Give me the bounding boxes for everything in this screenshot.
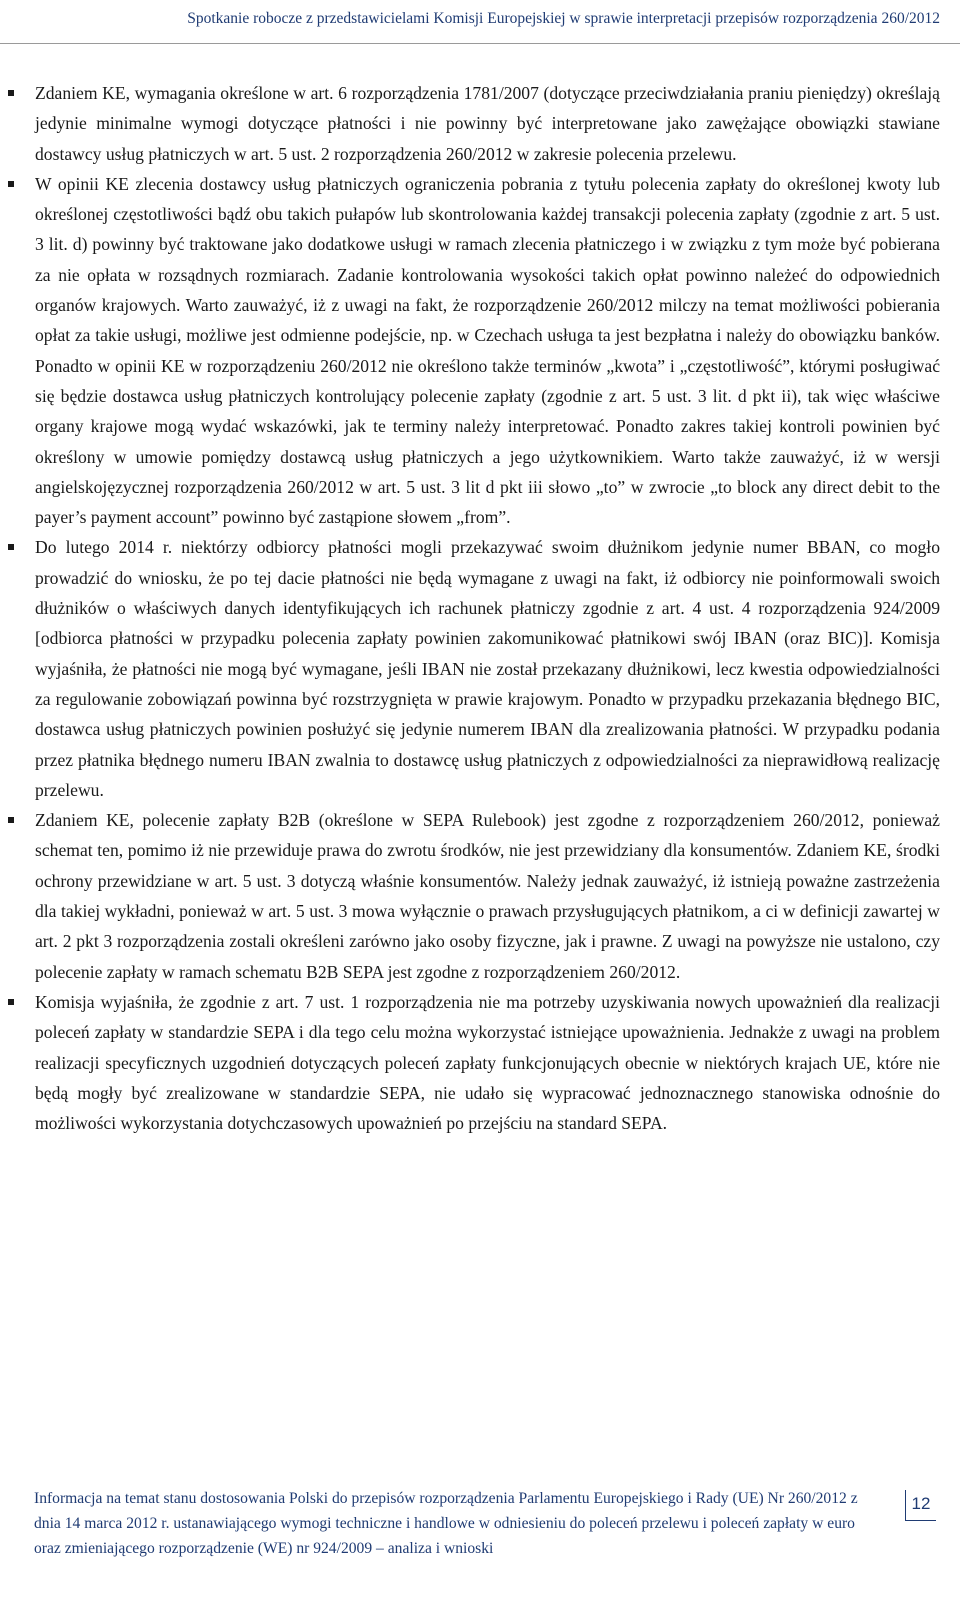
bullet-text: Zdaniem KE, wymagania określone w art. 6 rozporządzenia 1781/2007 (dotyczące przeciwdziałania praniu pieniędzy) określają jedynie minimalne wymogi dotyczące płatności i nie powinny być interpretowane jako zawężające obowiązki stawiane dostawcy usług płatniczych w art. 5 ust. 2 rozporządzenia 260/2012 w zakresie polecenia przelewu.: [35, 83, 940, 164]
bullet-item: [8, 78, 940, 169]
square-bullet-icon: [8, 90, 14, 96]
bullet-text: Do lutego 2014 r. niektórzy odbiorcy płatności mogli przekazywać swoim dłużnikom jedynie numer BBAN, co mogło prowadzić do wniosku, że po tej dacie płatności nie będą wymagane z uwagi na fakt, iż odbiorcy nie poinformowali swoich dłużników o właściwych danych identyfikujących ich rachunek płatniczy zgodnie z art. 4 ust. 4 rozporządzenia 924/2009 [odbiorca płatności w przypadku polecenia zapłaty powinien zakomunikować płatnikowi swój IBAN (oraz BIC)]. Komisja wyjaśniła, że płatności nie mogą być wymagane, jeśli IBAN nie został przekazany dłużnikowi, lecz kwestia odpowiedzialności za regulowanie zobowiązań powinna być rozstrzygnięta w prawie krajowym. Ponadto w przypadku przekazania błędnego BIC, dostawca usług płatniczych powinien posłużyć się jedynie numerem IBAN dla zrealizowania płatności. W przypadku podania przez płatnika błędnego numeru IBAN zwalnia to dostawcę usług płatniczych z odpowiedzialności za nieprawidłową realizację przelewu.: [35, 537, 940, 800]
square-bullet-icon: [8, 544, 14, 550]
square-bullet-icon: [8, 999, 14, 1005]
bullet-item: [8, 532, 940, 805]
bullet-item: [8, 169, 940, 533]
page-number: 12: [905, 1490, 936, 1521]
bullet-text: Komisja wyjaśniła, że zgodnie z art. 7 ust. 1 rozporządzenia nie ma potrzeby uzyskiwania nowych upoważnień dla realizacji poleceń zapłaty w standardzie SEPA i dla tego celu można wykorzystać istniejące upoważnienia. Jednakże z uwagi na problem realizacji specyficznych uzgodnień dotyczących poleceń zapłaty funkcjonujących obecnie w niektórych krajach UE, które nie będą mogły być zrealizowane w standardzie SEPA, nie udało się wypracować jednoznacznego stanowiska odnośnie do możliwości wykorzystania dotychczasowych upoważnień po przejściu na standard SEPA.: [35, 991, 940, 1134]
bullet-item: [8, 805, 940, 987]
header-title: Spotkanie robocze z przedstawicielami Komisji Europejskiej w sprawie interpretacji przepisów rozporządzenia 260/2012: [187, 10, 940, 27]
bullet-text: W opinii KE zlecenia dostawcy usług płatniczych ograniczenia pobrania z tytułu polecenia zapłaty do określonej kwoty lub określonej częstotliwości bądź obu takich pułapów lub skontrolowania każdej transakcji polecenia zapłaty (zgodnie z art. 5 ust. 3 lit. d) powinny być traktowane jako dodatkowe usługi w ramach zlecenia płatniczego i w związku z tym może być pobierana za nie opłata w rozsądnych rozmiarach. Zadanie kontrolowania wysokości takich opłat powinno należeć do odpowiednich organów krajowych. Warto zauważyć, iż z uwagi na fakt, że rozporządzenie 260/2012 milczy na temat możliwości pobierania opłat za takie usługi, możliwe jest odmienne podejście, np. w Czechach usługa ta jest bezpłatna i należy do obowiązku banków. Ponadto w opinii KE w rozporządzeniu 260/2012 nie określono także terminów „kwota” i „częstotliwość”, którymi posługiwać się będzie dostawca usług płatniczych kontrolujący polecenie zapłaty (zgodnie z art. 5 ust. 3 lit. d pkt ii), tak więc właściwe organy krajowe mogą wydać wskazówki, jak te terminy należy interpretować. Ponadto zakres takiej kontroli powinien być określony w umowie pomiędzy dostawcą usług płatniczych a jego użytkownikiem. Warto także zauważyć, iż w wersji angielskojęzycznej rozporządzenia 260/2012 w art. 5 ust. 3 lit d pkt iii słowo „to” w zwrocie „to block any direct debit to the payer’s payment account” powinno być zastąpione słowem „from”.: [35, 173, 940, 528]
page-header: [0, 0, 960, 44]
document-body: [8, 78, 940, 1138]
bullet-text: Zdaniem KE, polecenie zapłaty B2B (określone w SEPA Rulebook) jest zgodne z rozporządzeniem 260/2012, ponieważ schemat ten, pomimo iż nie przewiduje prawa do zwrotu środków, nie jest przewidziany dla konsumentów. Zdaniem KE, środki ochrony przewidziane w art. 5 ust. 3 dotyczą właśnie konsumentów. Należy jednak zauważyć, iż istnieją poważne zastrzeżenia dla takiej wykładni, ponieważ w art. 5 ust. 3 mowa wyłącznie o prawach przysługujących płatnikom, a ci w definicji zawartej w art. 2 pkt 3 rozporządzenia zostali określeni zarówno jako osoby fizyczne, jak i prawne. Z uwagi na powyższe nie ustalono, czy polecenie zapłaty w ramach schematu B2B SEPA jest zgodne z rozporządzeniem 260/2012.: [35, 810, 940, 982]
bullet-item: [8, 987, 940, 1138]
square-bullet-icon: [8, 817, 14, 823]
square-bullet-icon: [8, 181, 14, 187]
page-footer: Informacja na temat stanu dostosowania Polski do przepisów rozporządzenia Parlamentu Europejskiego i Rady (UE) Nr 260/2012 z dnia 14 marca 2012 r. ustanawiającego wymogi techniczne i handlowe w odniesieniu do poleceń przelewu i poleceń zapłaty w euro oraz zmieniającego rozporządzenie (WE) nr 924/2009 – analiza i wnioski: [34, 1490, 858, 1557]
bullet-list: [8, 78, 940, 1138]
